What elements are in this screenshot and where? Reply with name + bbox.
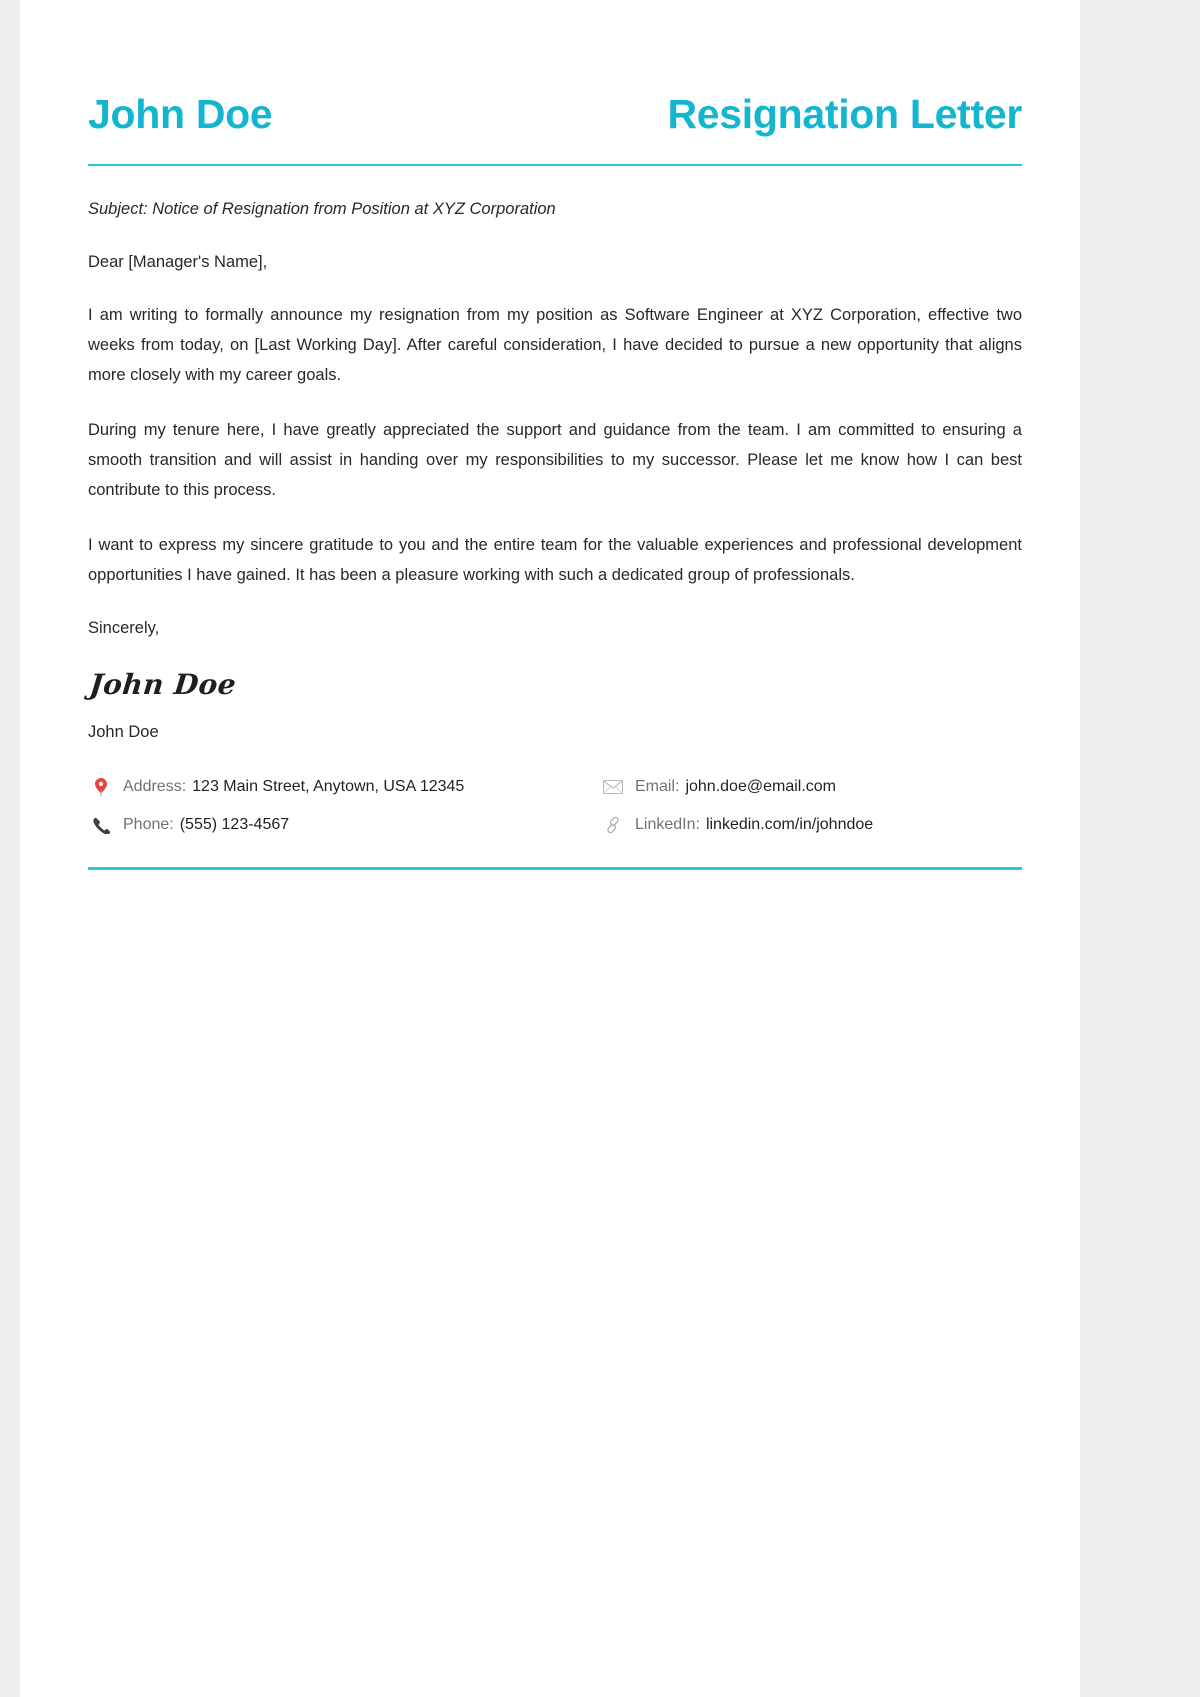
handwritten-signature: John Doe <box>87 667 238 701</box>
header-divider <box>88 164 1022 166</box>
salutation-line: Dear [Manager's Name], <box>88 253 268 272</box>
contact-value: (555) 123-4567 <box>179 816 290 834</box>
body-paragraph: I am writing to formally announce my resignation from my position as Software Engineer at XYZ Corporation, effective two weeks from today, on [Last Working Day]. After careful consideration, I have decided to pursue a new opportunity that aligns more closely with my career goals. <box>88 305 1022 384</box>
contact-label: Address: <box>123 778 187 796</box>
link-icon <box>600 816 626 834</box>
letter-content <box>88 0 1022 870</box>
body-paragraph: During my tenure here, I have greatly appreciated the support and guidance from the team. I am committed to ensuring a smooth transition and will assist in handing over my responsibilities to my successor. Please let me know how I can best contribute to this process. <box>88 420 1022 499</box>
contact-details <box>88 775 1022 837</box>
letter-header <box>88 0 1022 136</box>
contact-address <box>88 775 600 799</box>
contact-linkedin[interactable] <box>600 813 1022 837</box>
document-type-title: Resignation Letter <box>667 91 1022 137</box>
page-title: John Doe <box>88 91 273 137</box>
location-pin-icon <box>88 778 114 797</box>
contact-email[interactable] <box>600 775 1022 799</box>
phone-icon <box>88 817 114 834</box>
contact-value: linkedin.com/in/johndoe <box>705 816 874 834</box>
signature-printed-name: John Doe <box>88 723 159 742</box>
contact-phone[interactable] <box>88 813 600 837</box>
footer-divider <box>88 867 1022 870</box>
contact-label: Email: <box>635 778 680 796</box>
subject-line: Subject: Notice of Resignation from Position at XYZ Corporation <box>88 200 556 219</box>
contact-label: Phone: <box>123 816 174 834</box>
contact-value: 123 Main Street, Anytown, USA 12345 <box>192 778 465 796</box>
envelope-icon <box>600 780 626 794</box>
contact-value: john.doe@email.com <box>685 778 836 796</box>
closing-line: Sincerely, <box>88 618 160 637</box>
letter-page <box>20 0 1080 1697</box>
contact-label: LinkedIn: <box>635 816 700 834</box>
body-paragraph: I want to express my sincere gratitude to you and the entire team for the valuable experiences and professional development opportunities I have gained. It has been a pleasure working with such a dedicated group of professionals. <box>88 535 1022 584</box>
